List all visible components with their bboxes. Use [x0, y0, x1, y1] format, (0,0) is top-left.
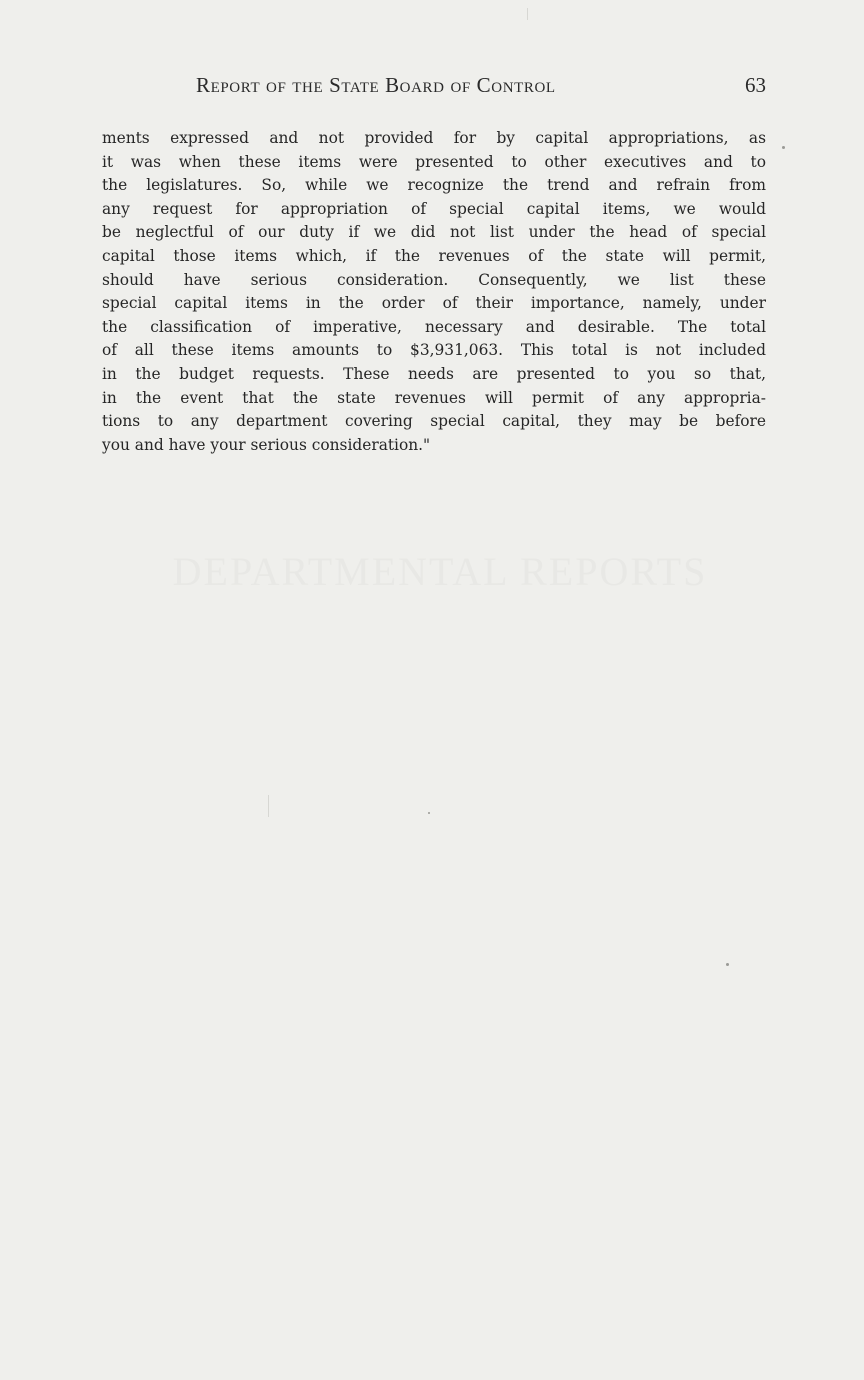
paper-scratch [527, 8, 528, 20]
paper-speck [428, 812, 430, 814]
text-line: you and have your serious consideration." [102, 435, 431, 454]
text-line: be neglectful of our duty if we did not list under the head of special [102, 223, 766, 242]
text-line: ments expressed and not provided for by capital appropriations, as [102, 129, 766, 147]
page-number: 63 [745, 73, 766, 97]
body-paragraph [102, 127, 766, 457]
paper-speck [782, 146, 785, 149]
text-line: in the event that the state revenues will permit of any appropria- [102, 388, 766, 407]
paper-scratch [268, 795, 269, 817]
text-line: should have serious consideration. Consequently, we list these [102, 270, 766, 289]
show-through-text: DEPARTMENTAL REPORTS [172, 549, 708, 594]
text-line: the legislatures. So, while we recognize the trend and refrain from [102, 176, 766, 195]
text-line: it was when these items were presented to other executives and to [102, 152, 766, 171]
text-line: tions to any department covering special capital, they may be before [102, 412, 766, 431]
running-header [100, 73, 766, 105]
text-line: in the budget requests. These needs are presented to you so that, [102, 364, 766, 383]
text-line: special capital items in the order of their importance, namely, under [102, 294, 766, 313]
paper-speck [726, 963, 729, 966]
text-line: any request for appropriation of special capital items, we would [102, 199, 766, 218]
text-line: capital those items which, if the revenues of the state will permit, [102, 246, 766, 265]
running-title: Report of the State Board of Control [196, 73, 556, 97]
text-line: of all these items amounts to $3,931,063. This total is not included [102, 341, 766, 360]
text-line: the classification of imperative, necessary and desirable. The total [102, 317, 766, 336]
